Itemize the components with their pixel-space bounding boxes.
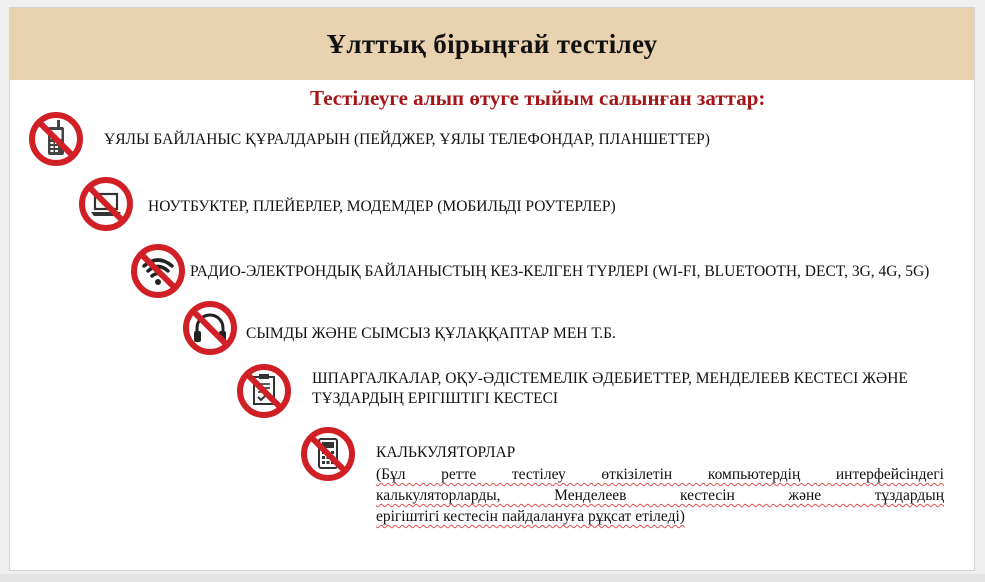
item-text-calculators: КАЛЬКУЛЯТОРЛАР <box>376 444 516 461</box>
calculator-note <box>376 464 944 527</box>
title-bar <box>10 8 974 80</box>
laptop-prohibited-icon <box>78 176 134 232</box>
slide-title: Ұлттық бірыңғай тестілеу <box>326 28 658 59</box>
slide-subtitle: Тестілеуге алып өтуге тыйым салынған заттар: <box>310 86 766 110</box>
cheat-sheet-prohibited-icon <box>236 363 292 419</box>
headphones-prohibited-icon <box>182 300 238 356</box>
bottom-strip <box>0 574 985 582</box>
item-text-headphones: СЫМДЫ ЖӘНЕ СЫМСЫЗ ҚҰЛАҚҚАПТАР МЕН Т.Б. <box>246 325 616 342</box>
wifi-prohibited-icon <box>130 243 186 299</box>
note-line: (Бұл ретте тестілеу өткізілетін компьютердің интерфейсіндегі <box>376 466 944 483</box>
item-text-radio: РАДИО-ЭЛЕКТРОНДЫҚ БАЙЛАНЫСТЫҢ КЕЗ-КЕЛГЕН ТҮРЛЕРІ (WI-FI, BLUETOOTH, DECT, 3G, 4G, 5G) <box>190 263 930 280</box>
mobile-phone-prohibited-icon <box>28 111 84 167</box>
calculator-prohibited-icon <box>300 426 356 482</box>
item-text-phones: ҰЯЛЫ БАЙЛАНЫС ҚҰРАЛДАРЫН (ПЕЙДЖЕР, ҰЯЛЫ ТЕЛЕФОНДАР, ПЛАНШЕТТЕР) <box>104 131 710 148</box>
slide <box>10 8 974 570</box>
item-text-laptops: НОУТБУКТЕР, ПЛЕЙЕРЛЕР, МОДЕМДЕР (МОБИЛЬДІ РОУТЕРЛЕР) <box>148 198 616 215</box>
note-line: ерігіштігі кестесін пайдалануға рұқсат етіледі) <box>376 508 685 525</box>
note-line: калькуляторларды, Менделеев кестесін және тұздардың <box>376 487 944 504</box>
item-text-cheat-sheets: ШПАРГАЛКАЛАР, ОҚУ-ӘДІСТЕМЕЛІК ӘДЕБИЕТТЕР, МЕНДЕЛЕЕВ КЕСТЕСІ ЖӘНЕ ТҰЗДАРДЫҢ ЕРІГІШТІГІ КЕСТЕСІ <box>312 370 908 407</box>
